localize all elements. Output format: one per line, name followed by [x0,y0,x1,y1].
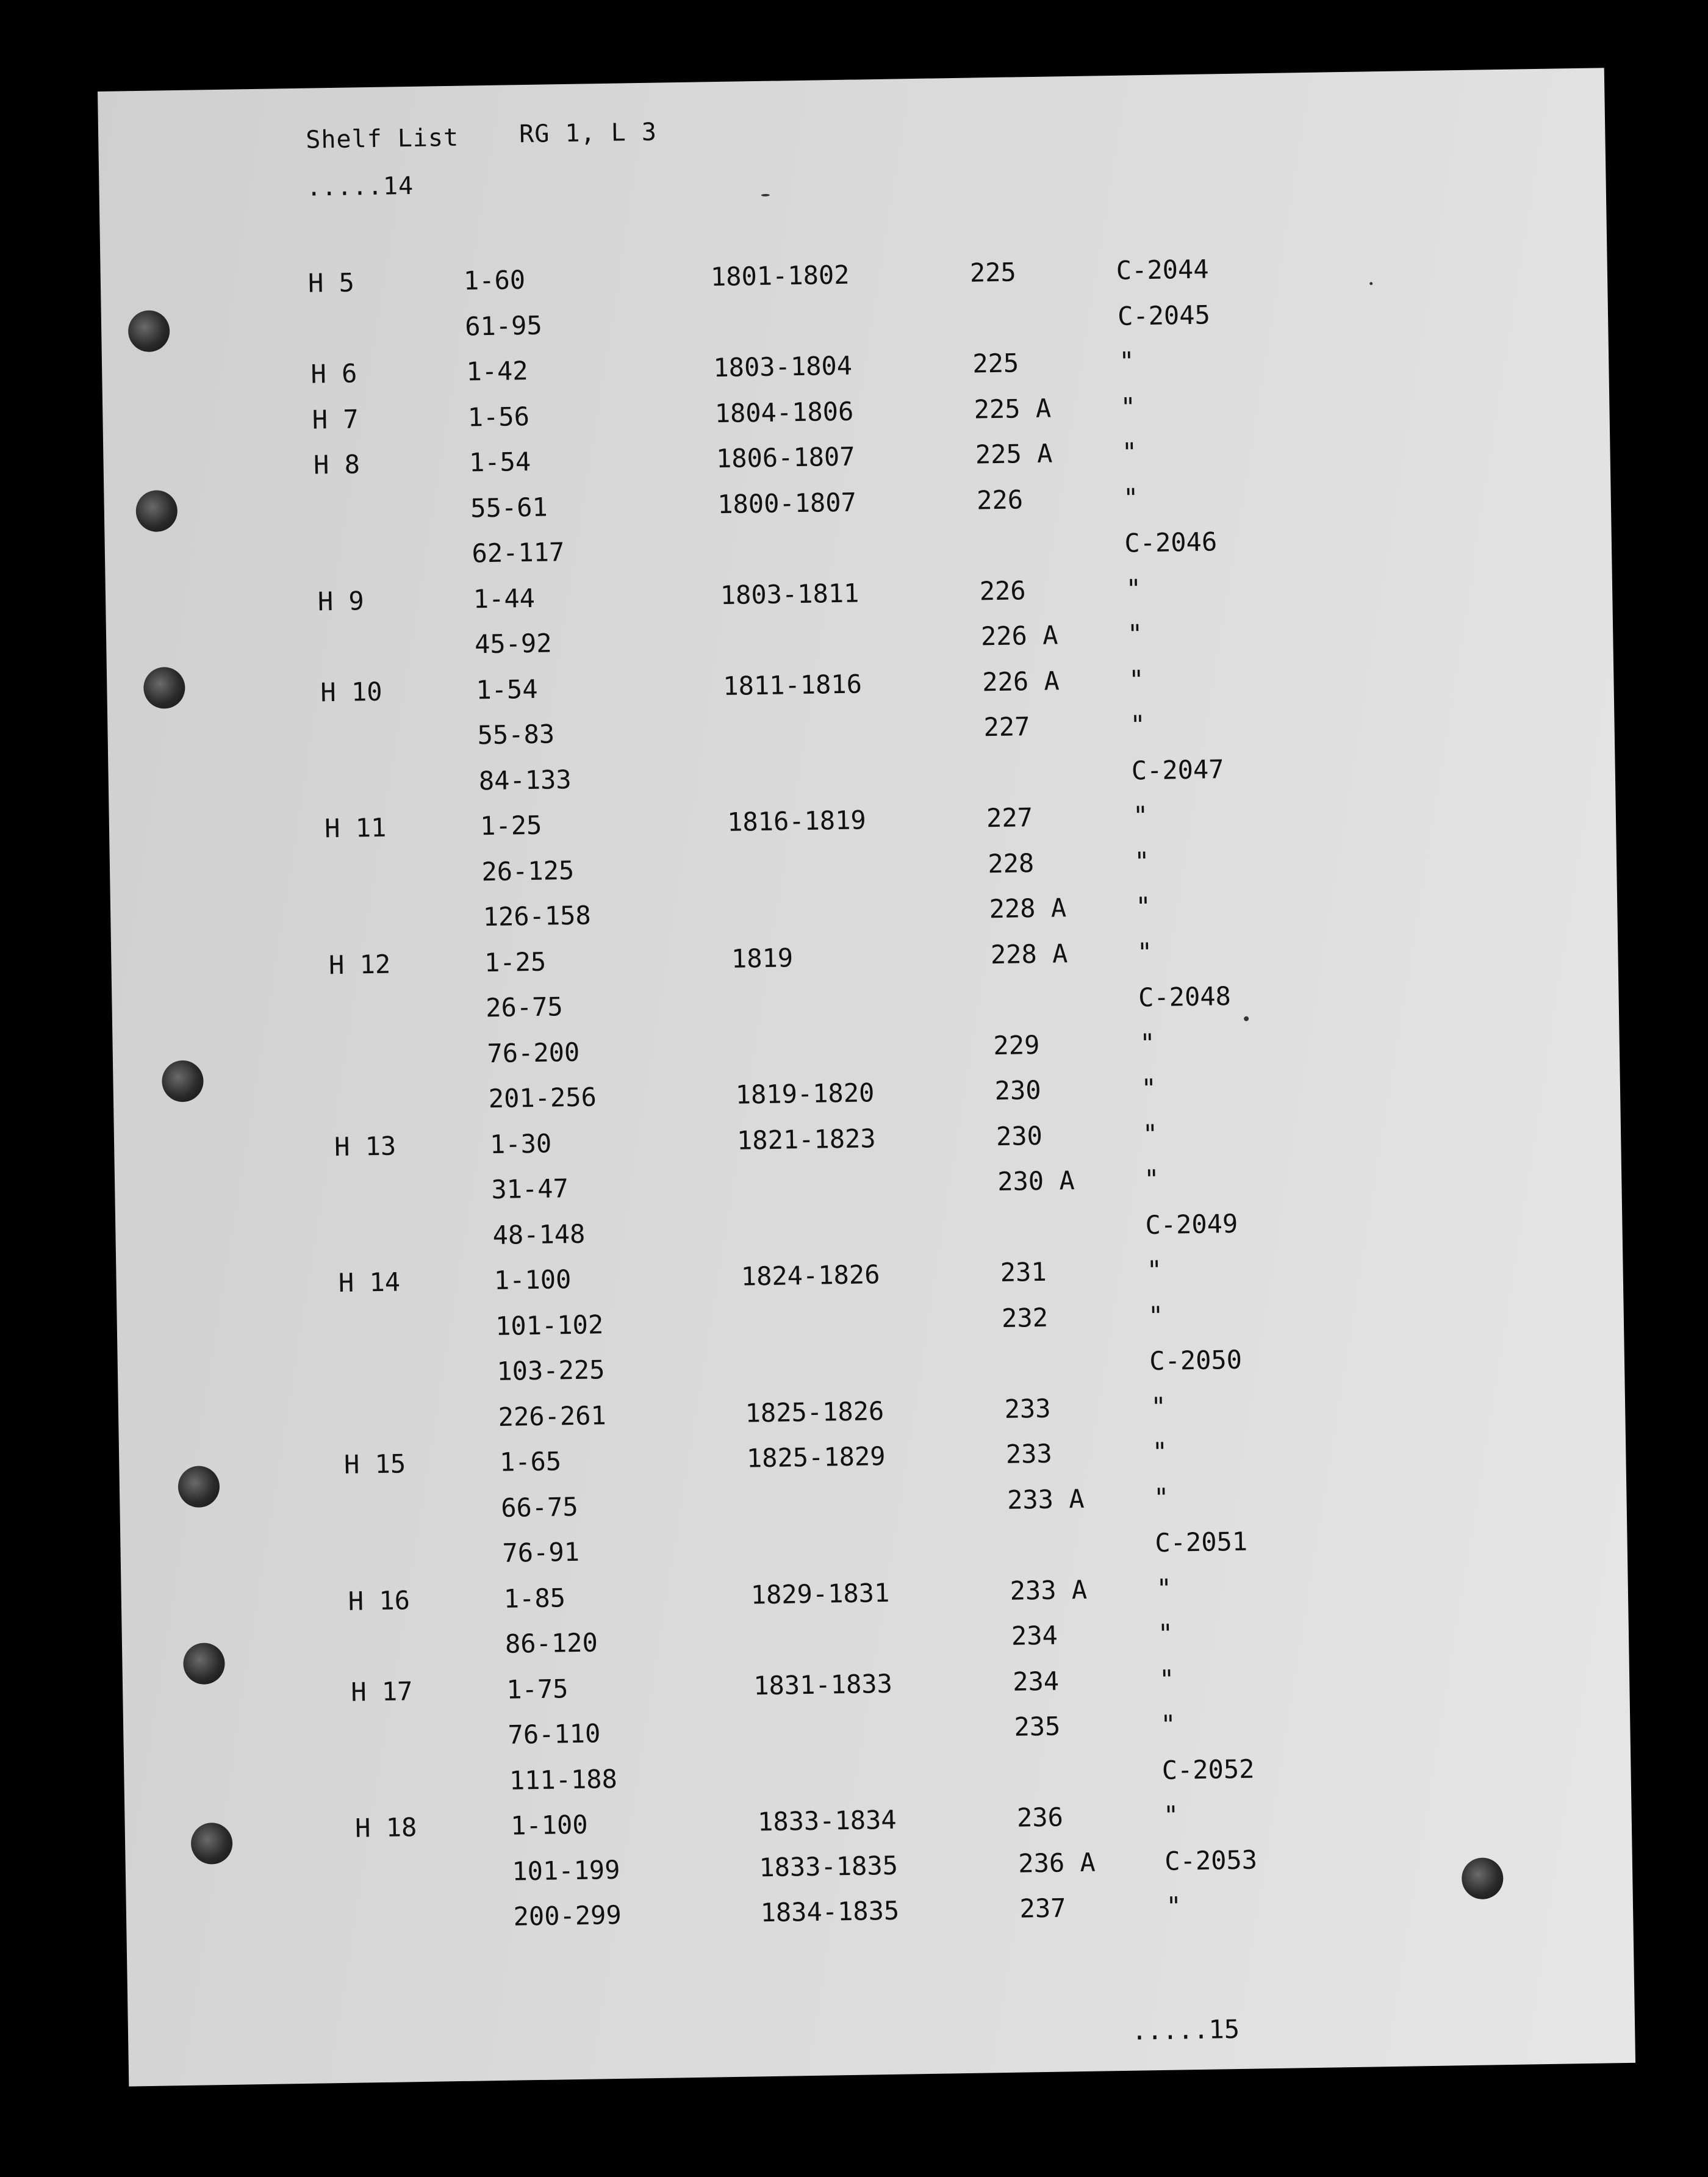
reel-cell: " [1139,1027,1156,1058]
series-cell [319,630,441,632]
table-row [346,1526,1248,1583]
range-cell: 1-65 [499,1446,562,1477]
reel-cell: " [1130,710,1146,740]
table-row [321,710,1146,765]
range-cell: 26-125 [481,855,575,887]
range-cell: 126-158 [483,900,592,932]
series-cell: H 15 [343,1448,406,1480]
dates-cell [738,1167,958,1171]
series-cell [341,1357,463,1359]
table-row [352,1709,1177,1765]
range-cell: 76-110 [508,1718,601,1750]
table-row [357,1891,1182,1947]
volume-cell: 228 A [989,893,1067,924]
table-row [342,1391,1167,1447]
series-cell [336,1175,458,1177]
dates-cell: 1821-1823 [736,1123,876,1156]
volume-cell [992,983,1114,985]
punch-hole [178,1466,220,1508]
reel-cell: " [1136,937,1153,967]
reel-cell: " [1156,1573,1172,1603]
dates-cell [722,622,941,625]
dates-cell: 1811-1816 [722,668,863,701]
dates-cell: 1833-1834 [757,1804,897,1837]
volume-cell [978,528,1100,530]
reel-cell: C-2045 [1117,299,1211,331]
range-cell: 1-60 [463,265,526,296]
series-cell [352,1721,474,1722]
range-cell: 76-200 [487,1037,580,1068]
series-cell: H 17 [350,1675,413,1707]
volume-cell: 225 [972,348,1019,379]
stray-mark [761,194,770,196]
dates-cell: 1819-1820 [735,1078,875,1110]
dates-cell [728,849,948,853]
volume-cell: 229 [993,1029,1040,1060]
volume-cell: 233 A [1010,1574,1088,1606]
range-cell: 1-56 [467,401,530,433]
dates-cell: 1800-1807 [717,487,857,519]
range-cell: 226-261 [498,1400,607,1432]
range-cell: 1-25 [479,810,542,841]
table-row [310,346,1135,402]
table-row [356,1844,1258,1901]
volume-cell: 235 [1014,1711,1061,1742]
volume-cell [985,756,1107,758]
reel-cell: C-2052 [1161,1754,1255,1785]
reel-cell: " [1132,801,1149,831]
reel-cell: " [1121,437,1138,467]
range-cell: 55-83 [477,719,555,750]
volume-cell: 228 [987,847,1035,879]
dates-cell [742,1303,962,1307]
series-cell: H 14 [338,1267,401,1298]
series-cell: H 7 [312,403,359,435]
reel-cell: C-2049 [1145,1208,1238,1240]
document-page [98,68,1635,2086]
reel-cell: " [1122,482,1139,513]
series-cell [356,1857,478,1859]
series-cell: H 13 [334,1131,396,1162]
dates-cell [725,758,945,762]
series-cell: H 8 [313,449,361,480]
series-cell: H 6 [310,358,357,389]
reel-cell: " [1152,1436,1168,1467]
dates-cell: 1819 [731,942,794,974]
range-cell: 101-102 [495,1309,604,1341]
dates-cell: 1804-1806 [714,396,854,428]
range-cell: 61-95 [464,310,543,342]
stray-mark [1244,1017,1249,1021]
range-cell: 55-61 [470,491,548,523]
reel-cell: " [1158,1664,1175,1694]
volume-cell: 236 A [1017,1847,1096,1879]
dates-cell: 1833-1835 [758,1850,899,1882]
table-row [343,1436,1168,1492]
range-cell: 84-133 [478,764,572,796]
volume-cell [1008,1528,1130,1530]
range-cell: 26-75 [485,991,564,1023]
volume-cell: 225 [969,257,1017,288]
range-cell: 1-54 [468,446,531,478]
series-cell: H 12 [328,949,391,980]
table-row [330,981,1232,1038]
range-cell: 1-25 [484,946,547,977]
table-row [327,891,1152,947]
table-row [320,664,1144,720]
volume-cell: 226 A [981,665,1060,697]
table-row [341,1344,1243,1402]
stray-mark [1369,282,1372,285]
series-cell [323,766,445,768]
range-cell: 76-91 [502,1536,580,1568]
dates-cell [744,1349,963,1353]
series-cell: H 10 [320,676,382,707]
reel-cell: C-2048 [1138,981,1232,1013]
range-cell: 200-299 [513,1899,622,1932]
reel-cell: " [1163,1800,1179,1830]
dates-cell [724,713,944,716]
reel-cell: C-2046 [1124,527,1218,558]
dates-cell [739,1213,959,1217]
page-reference-bottom: .....15 [1131,2013,1240,2046]
reel-cell: " [1127,619,1143,649]
reel-cell: " [1157,1618,1174,1649]
record-group-label: RG 1, L 3 [518,118,658,149]
volume-cell: 233 [1004,1393,1051,1424]
dates-cell [755,1713,974,1716]
dates-cell: 1829-1831 [750,1577,890,1610]
volume-cell: 226 [979,575,1026,606]
volume-cell: 225 A [975,438,1053,470]
series-cell [321,721,443,722]
series-cell [331,1039,453,1041]
reel-cell: " [1142,1118,1158,1149]
page-reference-top: .....14 [306,171,414,202]
dates-cell: 1825-1826 [745,1395,884,1428]
volume-cell: 227 [983,711,1030,743]
dates-cell: 1803-1811 [720,577,859,610]
volume-cell: 237 [1019,1893,1066,1924]
punch-hole [135,490,178,532]
series-cell: H 9 [317,585,365,616]
dates-cell: 1831-1833 [753,1668,893,1700]
volume-cell: 231 [1000,1256,1047,1287]
punch-hole [143,667,185,709]
range-cell: 1-100 [510,1809,588,1841]
range-cell: 66-75 [500,1491,579,1523]
table-row [334,1118,1158,1175]
volume-cell [1003,1347,1125,1348]
reel-cell: " [1133,846,1150,876]
range-cell: 201-256 [488,1082,597,1114]
series-cell [342,1402,464,1404]
series-cell [315,494,437,495]
dates-cell: 1824-1826 [741,1259,880,1292]
punch-hole [128,310,170,352]
dates-cell: 1803-1804 [713,350,853,383]
volume-cell: 233 [1005,1438,1053,1469]
reel-cell: C-2053 [1164,1844,1258,1876]
range-cell: 1-54 [475,674,538,705]
reel-cell: " [1141,1073,1157,1104]
range-cell: 111-188 [509,1763,618,1796]
punch-hole [162,1060,204,1102]
reel-cell: C-2050 [1149,1344,1243,1376]
range-cell: 1-30 [489,1128,552,1159]
series-cell [357,1902,479,1904]
reel-cell: " [1125,573,1142,604]
reel-cell: C-2047 [1131,754,1224,786]
range-cell: 101-199 [512,1854,620,1887]
series-cell [340,1311,462,1313]
dates-cell: 1816-1819 [727,805,867,837]
table-row [331,1027,1156,1084]
reel-cell: " [1153,1482,1169,1513]
volume-cell: 226 A [980,620,1058,652]
range-cell: 103-225 [497,1355,605,1386]
dates-cell [748,1485,967,1489]
dates-cell [756,1758,975,1761]
dates-cell [719,531,938,534]
reel-cell: C-2044 [1116,254,1209,286]
dates-cell [730,894,949,898]
volume-cell: 227 [986,802,1033,833]
volume-cell: 228 A [990,938,1068,970]
volume-cell: 230 A [997,1165,1075,1197]
reel-cell: " [1147,1300,1164,1331]
dates-cell [733,985,952,989]
dates-cell [752,1622,972,1625]
dates-cell: 1806-1807 [716,441,855,474]
series-cell [354,1766,476,1768]
series-cell [330,993,452,995]
range-cell: 1-100 [493,1264,572,1296]
dates-cell: 1801-1802 [710,259,850,292]
reel-cell: " [1135,891,1152,922]
table-row [323,754,1224,811]
reel-cell: C-2051 [1154,1526,1248,1558]
series-cell [350,1630,472,1632]
range-cell: 1-42 [466,355,529,387]
punch-hole [191,1823,233,1865]
reel-cell: " [1166,1891,1182,1921]
series-cell [346,1539,468,1541]
range-cell: 31-47 [490,1173,569,1205]
volume-cell: 234 [1011,1620,1058,1651]
series-cell [327,902,449,904]
reel-cell: " [1118,346,1135,376]
punch-hole [183,1643,225,1685]
series-cell: H 16 [348,1585,411,1616]
table-row [345,1482,1169,1538]
reel-cell: " [1146,1254,1163,1286]
table-row [354,1800,1179,1856]
table-row [317,573,1142,629]
volume-cell: 230 [996,1120,1043,1151]
dates-cell [712,304,931,308]
dates-cell [734,1031,953,1035]
series-cell: H 18 [354,1812,417,1843]
series-cell [337,1220,459,1222]
table-row [332,1073,1157,1129]
reel-cell: " [1150,1391,1167,1422]
reel-cell: " [1128,664,1144,695]
dates-cell: 1834-1835 [760,1895,900,1928]
series-cell [332,1084,454,1086]
range-cell: 62-117 [472,537,565,569]
table-row [309,299,1211,356]
series-cell [309,312,431,314]
volume-cell [1015,1755,1137,1757]
volume-cell: 230 [994,1074,1041,1106]
dates-cell [749,1531,969,1535]
range-cell: 1-44 [473,583,536,614]
volume-cell: 233 A [1006,1483,1085,1515]
volume-cell: 236 [1016,1802,1064,1833]
volume-cell [971,301,1093,303]
volume-cell: 234 [1012,1666,1060,1697]
table-row [316,527,1218,583]
series-cell [326,857,448,859]
range-cell: 45-92 [474,628,552,660]
reel-cell: " [1143,1164,1160,1195]
volume-cell [999,1210,1121,1212]
range-cell: 86-120 [504,1627,598,1659]
reel-cell: " [1160,1709,1177,1740]
range-cell: 1-75 [506,1673,569,1705]
series-cell: H 11 [324,812,387,844]
table-row [307,254,1209,311]
range-cell: 1-85 [503,1582,566,1614]
series-cell: H 5 [307,267,355,298]
punch-hole [1462,1857,1504,1899]
reel-cell: " [1120,391,1136,422]
series-cell [316,539,438,541]
shelf-list-title: Shelf List [305,123,459,154]
volume-cell: 232 [1001,1302,1049,1333]
volume-cell: 225 A [974,393,1052,424]
table-row [319,619,1143,674]
dates-cell: 1825-1829 [746,1441,886,1474]
range-cell: 48-148 [492,1218,586,1250]
series-cell [345,1493,467,1495]
volume-cell: 226 [976,484,1024,515]
